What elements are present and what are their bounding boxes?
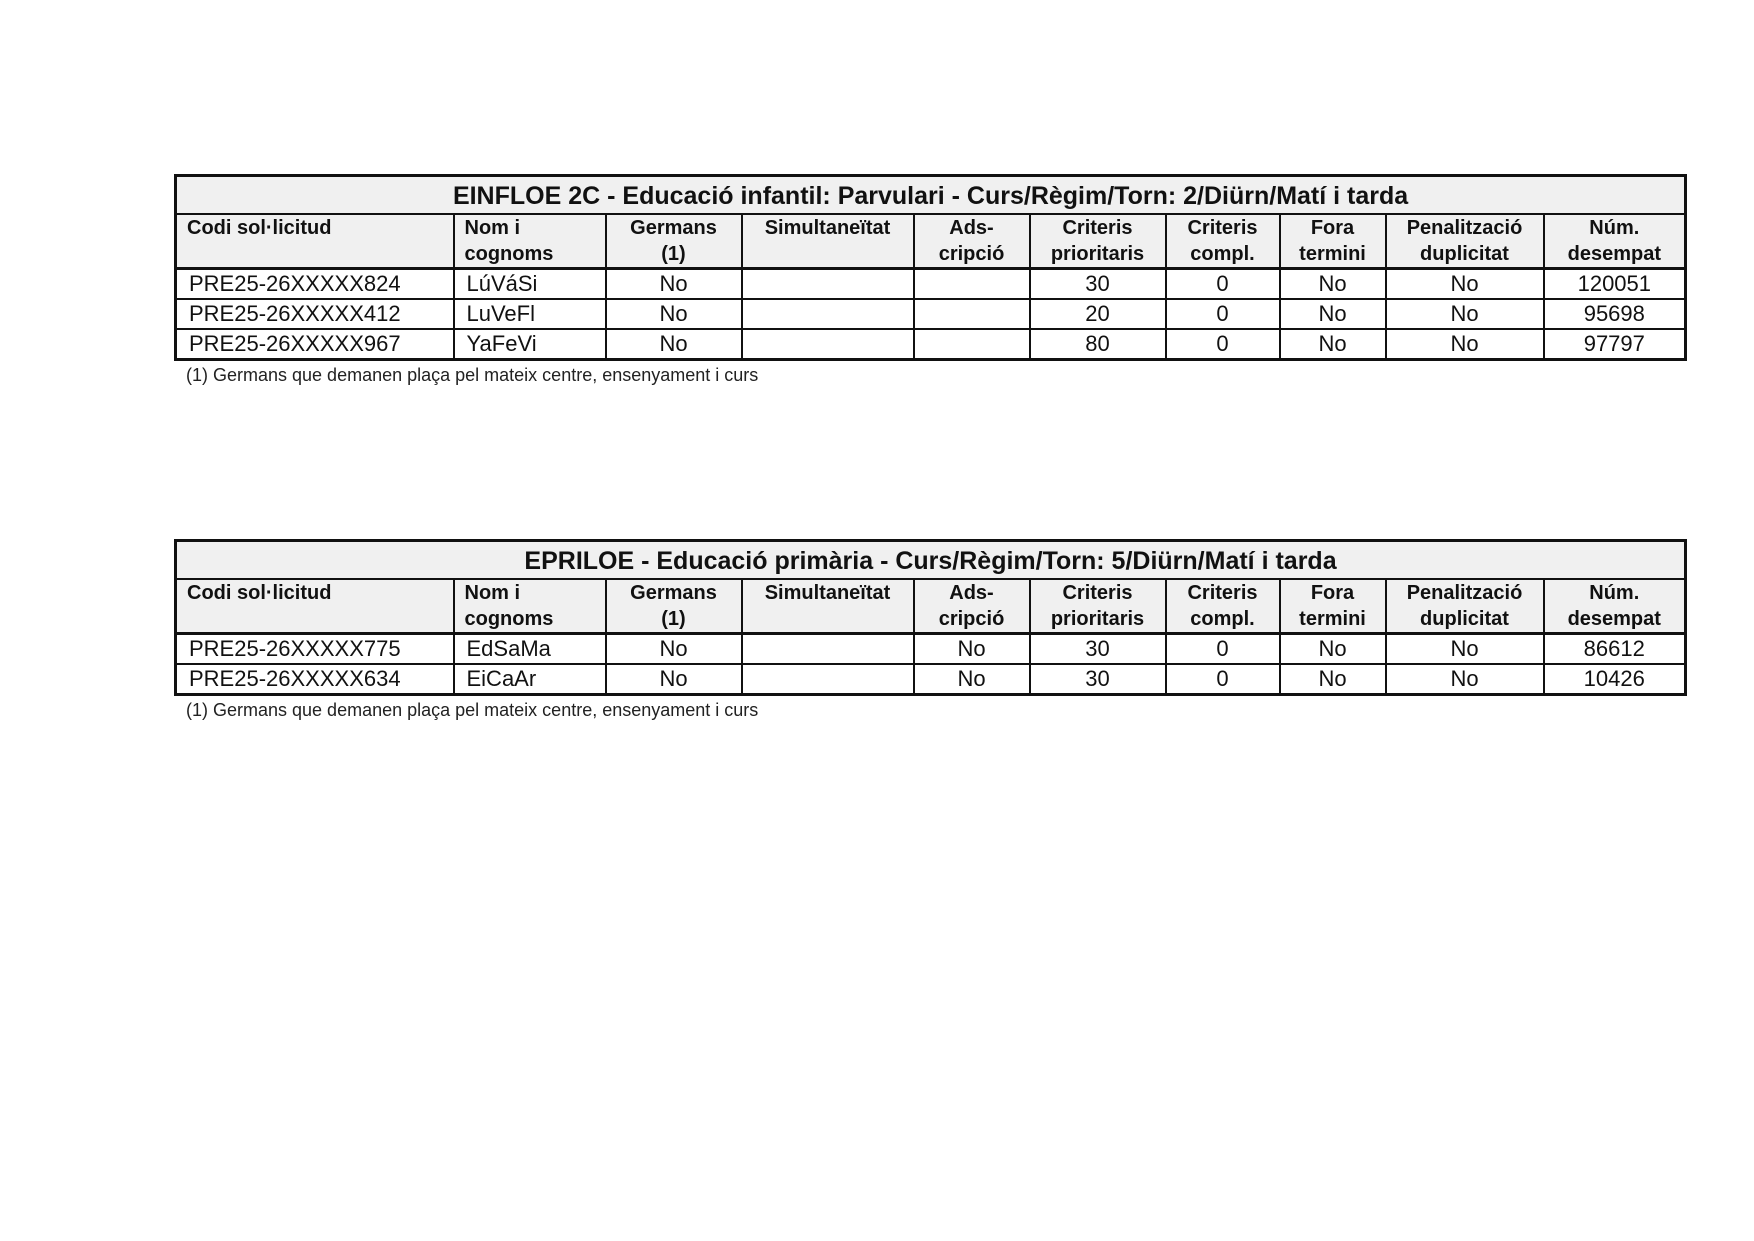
col-header-codi: Codi sol·licitud	[176, 579, 454, 634]
cell-desempat: 86612	[1544, 634, 1686, 665]
cell-codi: PRE25-26XXXXX967	[176, 329, 454, 360]
cell-penalitzacio: No	[1386, 664, 1544, 695]
table-row	[176, 664, 1686, 695]
cell-fora-termini: No	[1280, 664, 1386, 695]
table-row	[176, 634, 1686, 665]
cell-simultaneitat	[742, 269, 914, 300]
col-header-criteris-compl: Criteris compl.	[1166, 579, 1280, 634]
col-header-desempat: Núm. desempat	[1544, 214, 1686, 269]
cell-criteris-compl: 0	[1166, 299, 1280, 329]
col-header-criteris-prioritaris: Criteris prioritaris	[1030, 214, 1166, 269]
col-header-criteris-prioritaris: Criteris prioritaris	[1030, 579, 1166, 634]
cell-criteris-compl: 0	[1166, 664, 1280, 695]
col-header-fora-termini: Fora termini	[1280, 214, 1386, 269]
col-header-germans: Germans (1)	[606, 579, 742, 634]
cell-codi: PRE25-26XXXXX634	[176, 664, 454, 695]
col-header-criteris-compl: Criteris compl.	[1166, 214, 1280, 269]
col-header-simultaneitat: Simultaneïtat	[742, 214, 914, 269]
admission-list-primaria	[174, 539, 1684, 721]
cell-codi: PRE25-26XXXXX824	[176, 269, 454, 300]
cell-germans: No	[606, 299, 742, 329]
cell-nom: LúVáSi	[454, 269, 606, 300]
cell-penalitzacio: No	[1386, 269, 1544, 300]
cell-simultaneitat	[742, 299, 914, 329]
cell-germans: No	[606, 634, 742, 665]
col-header-nom: Nom i cognoms	[454, 579, 606, 634]
cell-simultaneitat	[742, 634, 914, 665]
cell-germans: No	[606, 329, 742, 360]
cell-adscripcio	[914, 269, 1030, 300]
cell-adscripcio: No	[914, 634, 1030, 665]
col-header-fora-termini: Fora termini	[1280, 579, 1386, 634]
footnote: (1) Germans que demanen plaça pel mateix centre, ensenyament i curs	[186, 700, 759, 720]
cell-criteris-prioritaris: 80	[1030, 329, 1166, 360]
col-header-penalitzacio: Penalització duplicitat	[1386, 214, 1544, 269]
table-row	[176, 269, 1686, 300]
table-row	[176, 329, 1686, 360]
cell-penalitzacio: No	[1386, 329, 1544, 360]
cell-nom: EdSaMa	[454, 634, 606, 665]
cell-adscripcio	[914, 329, 1030, 360]
col-header-penalitzacio: Penalització duplicitat	[1386, 579, 1544, 634]
admission-table	[174, 174, 1687, 361]
cell-penalitzacio: No	[1386, 299, 1544, 329]
cell-criteris-compl: 0	[1166, 269, 1280, 300]
col-header-adscripcio: Ads- cripció	[914, 579, 1030, 634]
cell-simultaneitat	[742, 664, 914, 695]
cell-codi: PRE25-26XXXXX775	[176, 634, 454, 665]
cell-germans: No	[606, 269, 742, 300]
cell-desempat: 95698	[1544, 299, 1686, 329]
admission-list-infantil	[174, 174, 1684, 386]
cell-fora-termini: No	[1280, 299, 1386, 329]
cell-desempat: 97797	[1544, 329, 1686, 360]
admission-table	[174, 539, 1687, 696]
col-header-desempat: Núm. desempat	[1544, 579, 1686, 634]
cell-desempat: 120051	[1544, 269, 1686, 300]
cell-criteris-prioritaris: 30	[1030, 664, 1166, 695]
cell-simultaneitat	[742, 329, 914, 360]
table-row	[176, 299, 1686, 329]
cell-fora-termini: No	[1280, 269, 1386, 300]
table-title: EPRILOE - Educació primària - Curs/Règim/Torn: 5/Diürn/Matí i tarda	[176, 541, 1686, 580]
cell-criteris-compl: 0	[1166, 634, 1280, 665]
cell-adscripcio: No	[914, 664, 1030, 695]
col-header-nom: Nom i cognoms	[454, 214, 606, 269]
cell-desempat: 10426	[1544, 664, 1686, 695]
col-header-codi: Codi sol·licitud	[176, 214, 454, 269]
cell-criteris-prioritaris: 30	[1030, 269, 1166, 300]
cell-nom: LuVeFl	[454, 299, 606, 329]
cell-adscripcio	[914, 299, 1030, 329]
cell-nom: YaFeVi	[454, 329, 606, 360]
cell-criteris-prioritaris: 20	[1030, 299, 1166, 329]
cell-germans: No	[606, 664, 742, 695]
cell-fora-termini: No	[1280, 329, 1386, 360]
table-title: EINFLOE 2C - Educació infantil: Parvulari - Curs/Règim/Torn: 2/Diürn/Matí i tarda	[176, 176, 1686, 215]
cell-fora-termini: No	[1280, 634, 1386, 665]
footnote: (1) Germans que demanen plaça pel mateix centre, ensenyament i curs	[186, 365, 759, 385]
cell-criteris-compl: 0	[1166, 329, 1280, 360]
col-header-germans: Germans (1)	[606, 214, 742, 269]
cell-nom: EiCaAr	[454, 664, 606, 695]
cell-codi: PRE25-26XXXXX412	[176, 299, 454, 329]
cell-criteris-prioritaris: 30	[1030, 634, 1166, 665]
cell-penalitzacio: No	[1386, 634, 1544, 665]
col-header-simultaneitat: Simultaneïtat	[742, 579, 914, 634]
col-header-adscripcio: Ads- cripció	[914, 214, 1030, 269]
